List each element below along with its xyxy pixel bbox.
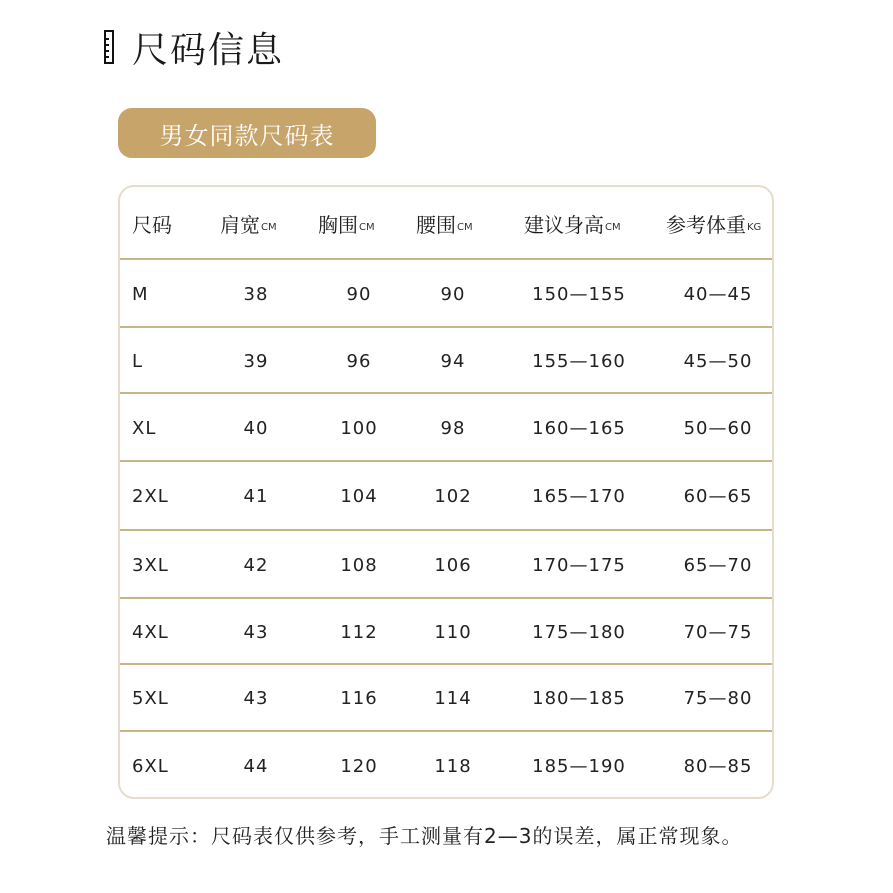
- header-weight: 参考体重 KG: [666, 213, 762, 237]
- page-title: 尺码信息: [132, 29, 285, 71]
- cell-waist: 114: [434, 688, 472, 709]
- table-row: [120, 260, 772, 328]
- cell-waist: 102: [434, 486, 472, 507]
- cell-chest: 100: [340, 417, 378, 439]
- table-row: [120, 394, 772, 462]
- cell-weight: 45—50: [683, 350, 753, 372]
- cell-weight: 50—60: [683, 417, 753, 439]
- cell-weight: 75—80: [683, 688, 753, 709]
- header-height: 建议身高 CM: [524, 213, 621, 237]
- table-row: [120, 462, 772, 531]
- cell-size: XL: [132, 417, 157, 439]
- table-row: [120, 531, 772, 599]
- cell-height: 180—185: [532, 688, 626, 709]
- cell-chest: 90: [346, 283, 372, 305]
- table-row: [120, 328, 772, 394]
- footer-note: 温馨提示：尺码表仅供参考，手工测量有2—3的误差，属正常现象。: [106, 824, 743, 848]
- cell-size: 5XL: [132, 688, 169, 709]
- cell-chest: 116: [340, 688, 378, 709]
- cell-shoulder: 43: [243, 621, 269, 643]
- cell-height: 185—190: [532, 756, 626, 777]
- table-row: [120, 599, 772, 665]
- header-shoulder: 肩宽 CM: [220, 213, 277, 237]
- cell-chest: 108: [340, 554, 378, 576]
- cell-size: 4XL: [132, 621, 169, 643]
- cell-shoulder: 39: [243, 350, 269, 372]
- cell-chest: 104: [340, 486, 378, 507]
- cell-height: 155—160: [532, 350, 626, 372]
- cell-size: M: [132, 283, 149, 305]
- cell-size: 6XL: [132, 756, 169, 777]
- table-row: [120, 732, 772, 799]
- cell-height: 165—170: [532, 486, 626, 507]
- cell-shoulder: 42: [243, 554, 269, 576]
- cell-waist: 90: [440, 283, 466, 305]
- table-header-row: [120, 187, 772, 260]
- cell-waist: 94: [440, 350, 466, 372]
- cell-waist: 110: [434, 621, 472, 643]
- cell-waist: 106: [434, 554, 472, 576]
- cell-waist: 98: [440, 417, 466, 439]
- cell-shoulder: 40: [243, 417, 269, 439]
- cell-size: L: [132, 350, 144, 372]
- ruler-icon: [104, 30, 114, 64]
- cell-weight: 60—65: [683, 486, 753, 507]
- cell-height: 170—175: [532, 554, 626, 576]
- header-size: 尺码: [132, 213, 172, 237]
- cell-weight: 65—70: [683, 554, 753, 576]
- cell-height: 175—180: [532, 621, 626, 643]
- cell-height: 150—155: [532, 283, 626, 305]
- size-chart-badge: 男女同款尺码表: [118, 108, 376, 158]
- cell-size: 3XL: [132, 554, 169, 576]
- cell-size: 2XL: [132, 486, 169, 507]
- table-row: [120, 665, 772, 732]
- cell-height: 160—165: [532, 417, 626, 439]
- header-waist: 腰围 CM: [416, 213, 473, 237]
- cell-weight: 80—85: [683, 756, 753, 777]
- cell-shoulder: 44: [243, 756, 269, 777]
- cell-shoulder: 38: [243, 283, 269, 305]
- cell-chest: 96: [346, 350, 372, 372]
- cell-shoulder: 41: [243, 486, 269, 507]
- title-row: [104, 22, 284, 72]
- cell-chest: 120: [340, 756, 378, 777]
- cell-chest: 112: [340, 621, 378, 643]
- cell-waist: 118: [434, 756, 472, 777]
- size-table: [118, 185, 774, 799]
- header-chest: 胸围 CM: [318, 213, 375, 237]
- cell-weight: 70—75: [683, 621, 753, 643]
- cell-weight: 40—45: [683, 283, 753, 305]
- cell-shoulder: 43: [243, 688, 269, 709]
